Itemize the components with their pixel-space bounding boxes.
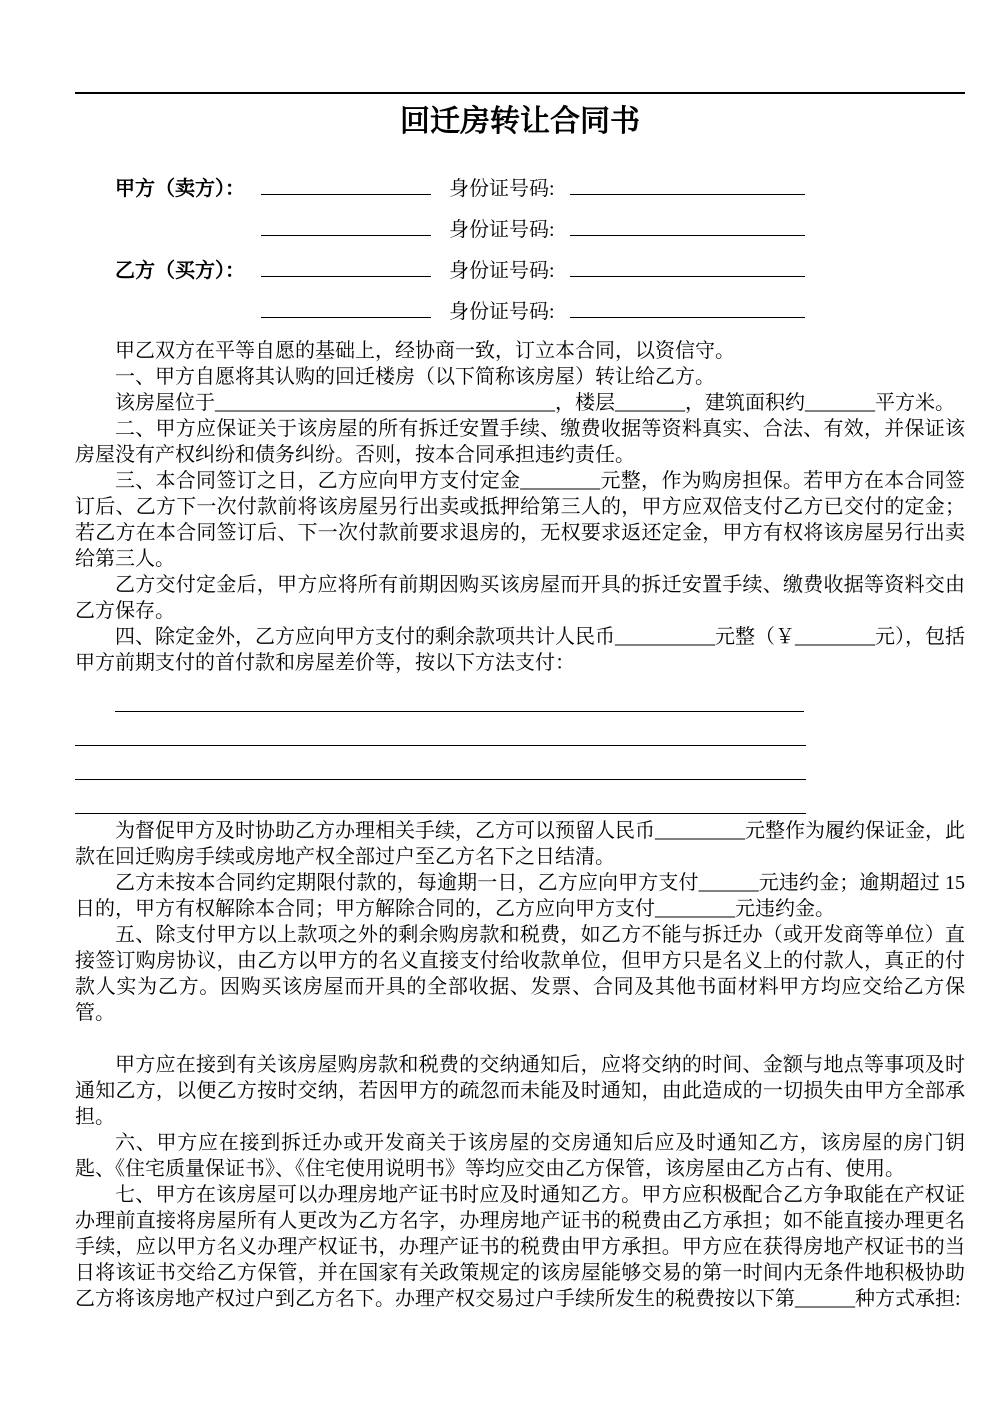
- seller-label: 甲方（卖方）：: [115, 178, 245, 200]
- seller-id-field-2[interactable]: [570, 215, 805, 236]
- id-number-label: 身份证号码:: [449, 260, 555, 282]
- seller-name-field-2[interactable]: [261, 215, 431, 236]
- party-block: [75, 174, 965, 324]
- party-row-seller: [75, 174, 965, 201]
- page-title: 回迁房转让合同书: [400, 105, 640, 138]
- fill-in-line[interactable]: [75, 780, 806, 814]
- paragraph-performance-bond: 为督促甲方及时协助乙方办理相关手续，乙方可以预留人民币_________元整作为履约保证金，此款在回迁购房手续或房地产权全部过户至乙方名下之日结清。: [75, 820, 965, 868]
- paragraph-clause-1: 一、甲方自愿将其认购的回迁楼房（以下简称该房屋）转让给乙方。: [115, 366, 715, 388]
- id-number-label: 身份证号码:: [449, 301, 555, 323]
- contract-body: [75, 338, 965, 1312]
- party-row-buyer: [75, 256, 965, 283]
- buyer-id-field-2[interactable]: [570, 297, 805, 318]
- paragraph-property-location: 该房屋位于__________________________________，楼层_______，建筑面积约_______平方米。: [115, 392, 955, 414]
- paragraph-clause-6: 六、甲方应在接到拆迁办或开发商关于该房屋的交房通知后应及时通知乙方，该房屋的房门钥匙、《住宅质量保证书》、《住宅使用说明书》等均应交由乙方保管，该房屋由乙方占有、使用。: [75, 1132, 965, 1180]
- fill-in-line[interactable]: [75, 712, 806, 746]
- payment-method-fill-block: [75, 678, 965, 814]
- party-row-seller-2: [75, 215, 965, 242]
- paragraph-deposit-handover: 乙方交付定金后，甲方应将所有前期因购买该房屋而开具的拆迁安置手续、缴费收据等资料交由乙方保存。: [75, 574, 965, 622]
- id-number-label: 身份证号码:: [449, 219, 555, 241]
- paragraph-preamble: 甲乙双方在平等自愿的基础上，经协商一致，订立本合同，以资信守。: [115, 340, 735, 362]
- party-row-buyer-2: [75, 297, 965, 324]
- paragraph-late-payment: 乙方未按本合同约定期限付款的，每逾期一日，乙方应向甲方支付______元违约金；逾期超过 15 日的，甲方有权解除本合同；甲方解除合同的，乙方应向甲方支付________元违约金。: [75, 872, 965, 920]
- paragraph-clause-4: 四、除定金外，乙方应向甲方支付的剩余款项共计人民币__________元整（￥________元），包括甲方前期支付的首付款和房屋差价等，按以下方法支付：: [75, 626, 965, 674]
- buyer-name-field[interactable]: [261, 256, 431, 277]
- fill-in-line[interactable]: [115, 678, 804, 712]
- paragraph-clause-3: 三、本合同签订之日，乙方应向甲方支付定金________元整，作为购房担保。若甲方在本合同签订后、乙方下一次付款前将该房屋另行出卖或抵押给第三人的，甲方应双倍支付乙方已交付的定金；若乙方在本合同签订后、下一次付款前要求退房的，无权要求返还定金，甲方有权将该房屋另行出卖给第三人。: [75, 470, 965, 570]
- buyer-id-field[interactable]: [570, 256, 805, 277]
- paragraph-clause-7: 七、甲方在该房屋可以办理房地产证书时应及时通知乙方。甲方应积极配合乙方争取能在产权证办理前直接将房屋所有人更改为乙方名字，办理房地产证书的税费由乙方承担；如不能直接办理更名手续，应以甲方名义办理产权证书，办理产证书的税费由甲方承担。甲方应在获得房地产权证书的当日将该证书交给乙方保管，并在国家有关政策规定的该房屋能够交易的第一时间内无条件地积极协助乙方将该房地产权过户到乙方名下。办理产权交易过户手续所发生的税费按以下第______种方式承担:: [75, 1184, 965, 1310]
- buyer-name-field-2[interactable]: [261, 297, 431, 318]
- fill-in-line[interactable]: [75, 746, 806, 780]
- buyer-label: 乙方（买方）：: [115, 260, 245, 282]
- paragraph-clause-2: 二、甲方应保证关于该房屋的所有拆迁安置手续、缴费收据等资料真实、合法、有效，并保证该房屋没有产权纠纷和债务纠纷。否则，按本合同承担违约责任。: [75, 418, 965, 466]
- paragraph-payment-notice: 甲方应在接到有关该房屋购房款和税费的交纳通知后，应将交纳的时间、金额与地点等事项及时通知乙方，以便乙方按时交纳，若因甲方的疏忽而未能及时通知，由此造成的一切损失由甲方全部承担。: [75, 1054, 965, 1128]
- id-number-label: 身份证号码:: [449, 178, 555, 200]
- seller-id-field[interactable]: [570, 174, 805, 195]
- paragraph-clause-5: 五、除支付甲方以上款项之外的剩余购房款和税费，如乙方不能与拆迁办（或开发商等单位）直接签订购房协议，由乙方以甲方的名义直接支付给收款单位，但甲方只是名义上的付款人，真正的付款人实为乙方。因购买该房屋而开具的全部收据、发票、合同及其他书面材料甲方均应交给乙方保管。: [75, 924, 965, 1024]
- header-rule: [75, 92, 965, 94]
- seller-name-field[interactable]: [261, 174, 431, 195]
